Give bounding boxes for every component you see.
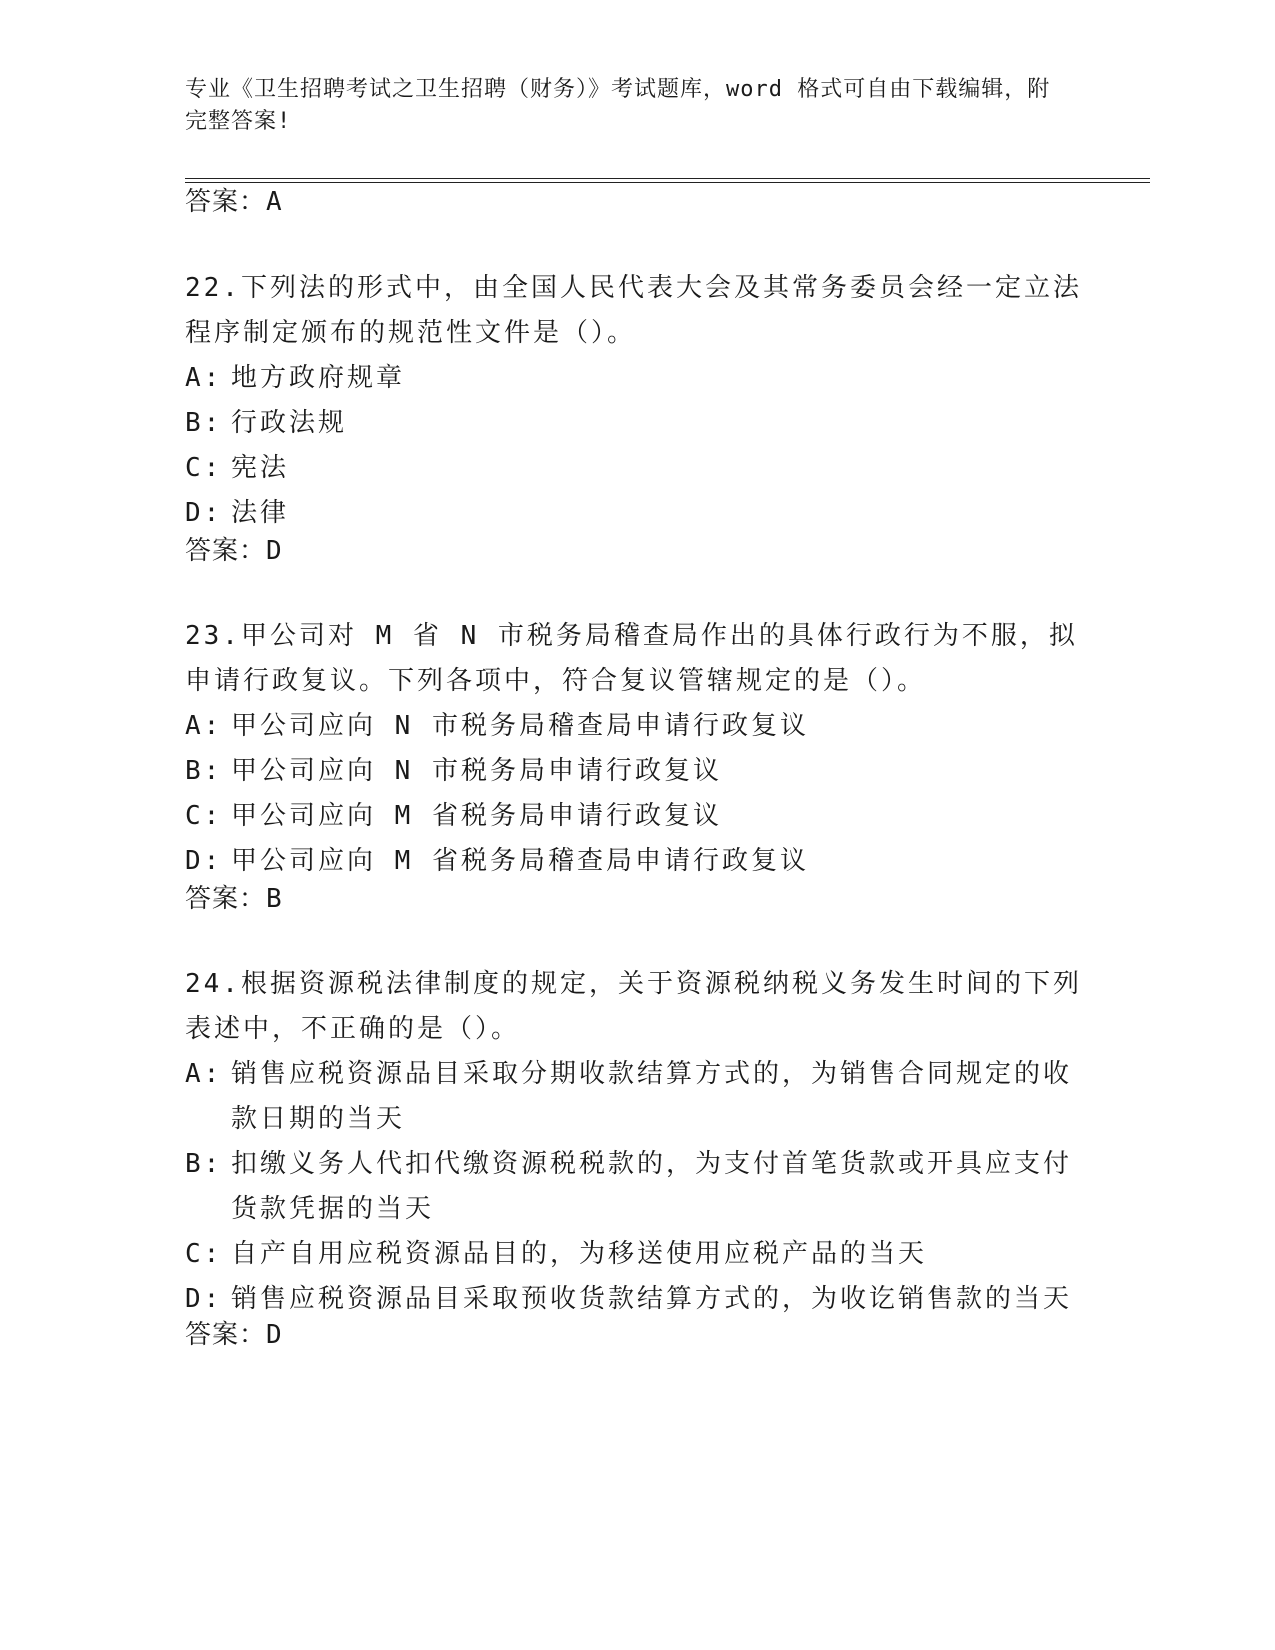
option-key: B:	[185, 408, 223, 438]
option-key: A:	[185, 1059, 223, 1089]
option-key: B:	[185, 756, 223, 786]
option-key: C:	[185, 1239, 223, 1269]
option-a	[185, 1052, 1085, 1142]
answer-label: 答案：	[185, 1320, 267, 1350]
option-key: C:	[185, 801, 223, 831]
option-c	[185, 794, 1085, 839]
option-key: D:	[185, 1284, 223, 1314]
option-c	[185, 1232, 1085, 1277]
option-key: C:	[185, 453, 223, 483]
option-key: A:	[185, 711, 223, 741]
option-text: 甲公司应向 M 省税务局申请行政复议	[231, 801, 722, 831]
answer-line	[185, 1318, 283, 1352]
answer-label: 答案：	[185, 536, 267, 566]
option-text: 地方政府规章	[231, 363, 406, 393]
option-key: D:	[185, 846, 223, 876]
option-b	[185, 1142, 1085, 1232]
option-a	[185, 356, 1085, 401]
answer-value: A	[266, 187, 283, 217]
document-header: 专业《卫生招聘考试之卫生招聘（财务）》考试题库，word 格式可自由下载编辑，附完整答案!	[185, 77, 1051, 134]
answer-value: D	[266, 1320, 283, 1350]
answer-value: D	[266, 536, 283, 566]
option-c	[185, 446, 1085, 491]
option-text: 销售应税资源品目采取分期收款结算方式的，为销售合同规定的收款日期的当天	[231, 1059, 1073, 1134]
option-text: 自产自用应税资源品目的，为移送使用应税产品的当天	[231, 1239, 928, 1269]
answer-line	[185, 882, 283, 916]
answer-label: 答案：	[185, 187, 267, 217]
answer-line	[185, 185, 283, 219]
question-23	[185, 614, 1085, 884]
question-24	[185, 962, 1085, 1322]
question-22	[185, 266, 1085, 536]
answer-value: B	[266, 884, 283, 914]
question-stem: 24.根据资源税法律制度的规定，关于资源税纳税义务发生时间的下列表述中，不正确的是（）。	[185, 969, 1082, 1044]
option-d	[185, 491, 1085, 536]
option-text: 扣缴义务人代扣代缴资源税税款的，为支付首笔货款或开具应支付货款凭据的当天	[231, 1149, 1073, 1224]
option-key: B:	[185, 1149, 223, 1179]
option-text: 法律	[231, 498, 290, 528]
question-stem: 22.下列法的形式中，由全国人民代表大会及其常务委员会经一定立法程序制定颁布的规范性文件是（）。	[185, 273, 1082, 348]
question-stem: 23.甲公司对 M 省 N 市税务局稽查局作出的具体行政行为不服，拟申请行政复议。下列各项中，符合复议管辖规定的是（）。	[185, 621, 1078, 696]
option-text: 行政法规	[231, 408, 348, 438]
answer-label: 答案：	[185, 884, 267, 914]
answer-line	[185, 534, 283, 568]
option-key: D:	[185, 498, 223, 528]
option-text: 销售应税资源品目采取预收货款结算方式的，为收讫销售款的当天	[231, 1284, 1073, 1314]
option-text: 甲公司应向 N 市税务局稽查局申请行政复议	[231, 711, 809, 741]
option-a	[185, 704, 1085, 749]
option-key: A:	[185, 363, 223, 393]
header-divider-secondary	[185, 182, 1150, 183]
option-text: 甲公司应向 M 省税务局稽查局申请行政复议	[231, 846, 809, 876]
option-text: 宪法	[231, 453, 290, 483]
option-b	[185, 401, 1085, 446]
option-d	[185, 1277, 1085, 1322]
option-d	[185, 839, 1085, 884]
header-divider	[185, 178, 1150, 179]
option-text: 甲公司应向 N 市税务局申请行政复议	[231, 756, 722, 786]
option-b	[185, 749, 1085, 794]
